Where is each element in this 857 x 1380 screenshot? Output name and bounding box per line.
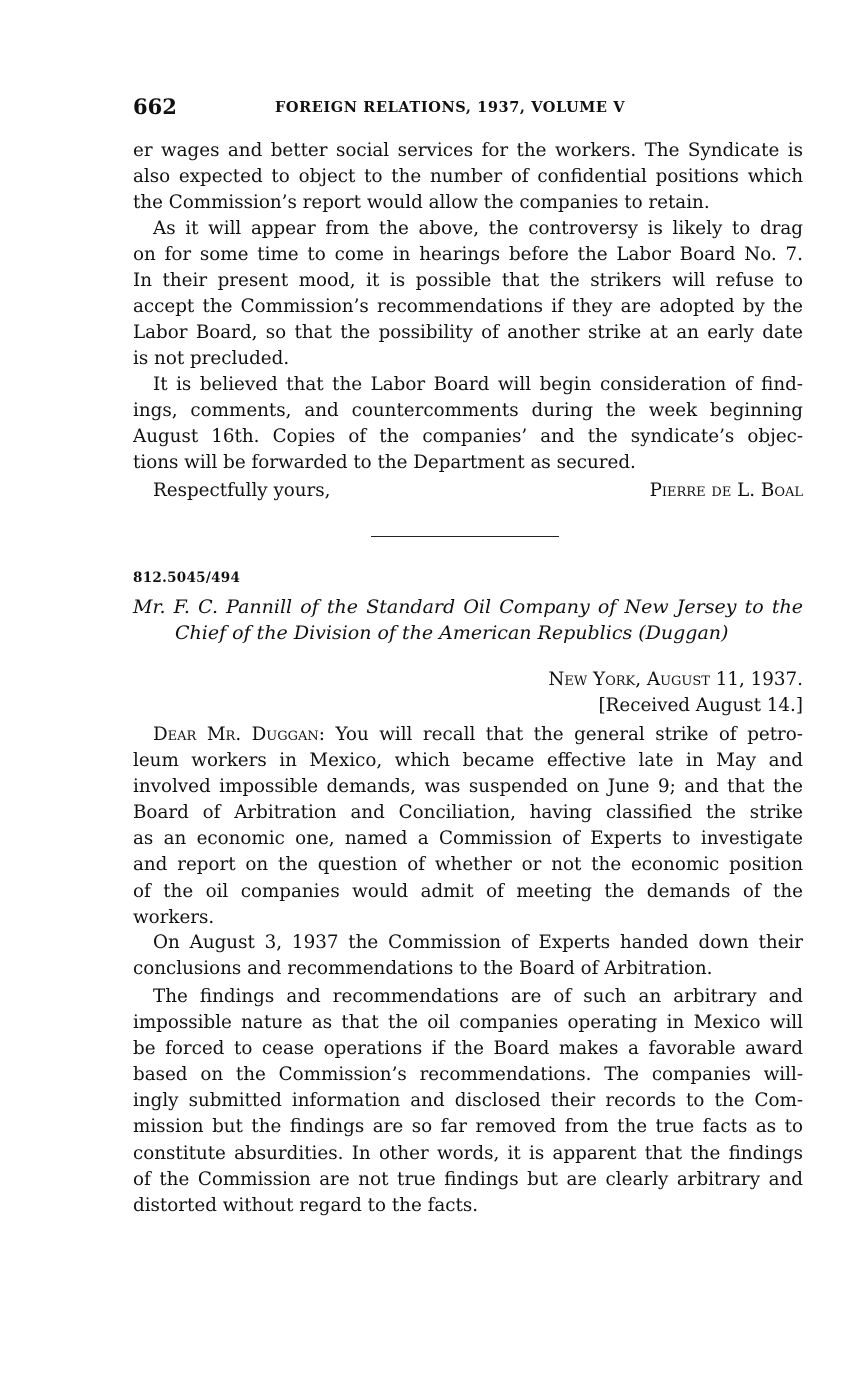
running-head: FOREIGN RELATIONS, 1937, VOLUME V — [275, 99, 626, 116]
text-line: Board of Arbitration and Conciliation, having classified the strike — [133, 802, 803, 824]
section-divider — [371, 536, 559, 537]
text-line: On August 3, 1937 the Commission of Experts handed down their — [153, 932, 803, 953]
letter-paragraph-3 — [133, 984, 803, 1219]
text-line: based on the Commission’s recommendations. The companies will- — [133, 1064, 803, 1086]
text-line: accept the Commission’s recommendations if they are adopted by the — [133, 296, 803, 318]
letter-salutation: Dear Mr. Duggan — [153, 724, 319, 745]
text-line: It is believed that the Labor Board will begin consideration of find- — [153, 374, 803, 395]
date-place: New York, August 11, 1937. — [548, 669, 803, 690]
text-line: Labor Board, so that the possibility of another strike at an early date — [133, 322, 803, 344]
complimentary-close: Respectfully yours, — [153, 480, 331, 501]
text-line: August 16th. Copies of the companies’ and the syndicate’s objec- — [133, 426, 803, 448]
paragraph-labor-board — [133, 372, 803, 476]
text-line-rest: : You will recall that the general strike of petro- — [318, 724, 803, 745]
page-header — [133, 94, 803, 124]
letter-paragraph-1 — [133, 722, 803, 931]
text-line: conclusions and recommendations to the Board of Arbitration. — [133, 958, 713, 980]
text-line: constitute absurdities. In other words, it is apparent that the findings — [133, 1142, 803, 1164]
text-line: the Commission’s report would allow the companies to retain. — [133, 192, 710, 214]
text-line: involved impossible demands, was suspended on June 9; and that the — [133, 776, 803, 798]
text-line: ings, comments, and countercomments during the week beginning — [133, 400, 803, 422]
text-line: be forced to cease operations if the Board makes a favorable award — [133, 1038, 803, 1060]
text-line: also expected to object to the number of confidential positions which — [133, 166, 803, 188]
text-line: tions will be forwarded to the Department as secured. — [133, 452, 636, 474]
title-line: Mr. F. C. Pannill of the Standard Oil Company of New Jersey to the — [133, 596, 803, 618]
document-title — [133, 594, 803, 646]
text-line: leum workers in Mexico, which became effective late in May and — [133, 750, 803, 772]
text-line: As it will appear from the above, the controversy is likely to drag — [153, 218, 803, 239]
text-line: is not precluded. — [133, 348, 290, 370]
text-line: impossible nature as that the oil companies operating in Mexico will — [133, 1012, 803, 1034]
signature: Pierre de L. Boal — [649, 480, 803, 501]
text-line: and report on the question of whether or not the economic position — [133, 854, 803, 876]
text-line: The findings and recommendations are of such an arbitrary and — [153, 986, 803, 1007]
text-line: as an economic one, named a Commission of Experts to investigate — [133, 828, 803, 850]
letter-paragraph-2 — [133, 930, 803, 982]
received-date: [Received August 14.] — [598, 695, 803, 716]
text-line: of the oil companies would admit of meeting the demands of the — [133, 880, 803, 902]
text-line: mission but the findings are so far removed from the true facts as to — [133, 1116, 803, 1138]
text-line: workers. — [133, 906, 215, 928]
text-line: ingly submitted information and disclosed their records to the Com- — [133, 1090, 803, 1112]
text-line: distorted without regard to the facts. — [133, 1194, 479, 1216]
text-line: on for some time to come in hearings before the Labor Board No. 7. — [133, 244, 803, 266]
text-line: of the Commission are not true findings but are clearly arbitrary and — [133, 1168, 803, 1190]
dateline — [548, 667, 803, 719]
text-line: er wages and better social services for the workers. The Syndicate is — [133, 140, 803, 161]
text-line — [133, 722, 803, 748]
paragraph-controversy — [133, 216, 803, 373]
title-line: Chief of the Division of the American Republics (Duggan) — [175, 622, 729, 644]
continuation-paragraph — [133, 138, 803, 216]
file-number: 812.5045/494 — [133, 570, 241, 586]
letter-closing — [153, 478, 803, 504]
text-line: In their present mood, it is possible that the strikers will refuse to — [133, 270, 803, 292]
page-number: 662 — [133, 94, 177, 119]
